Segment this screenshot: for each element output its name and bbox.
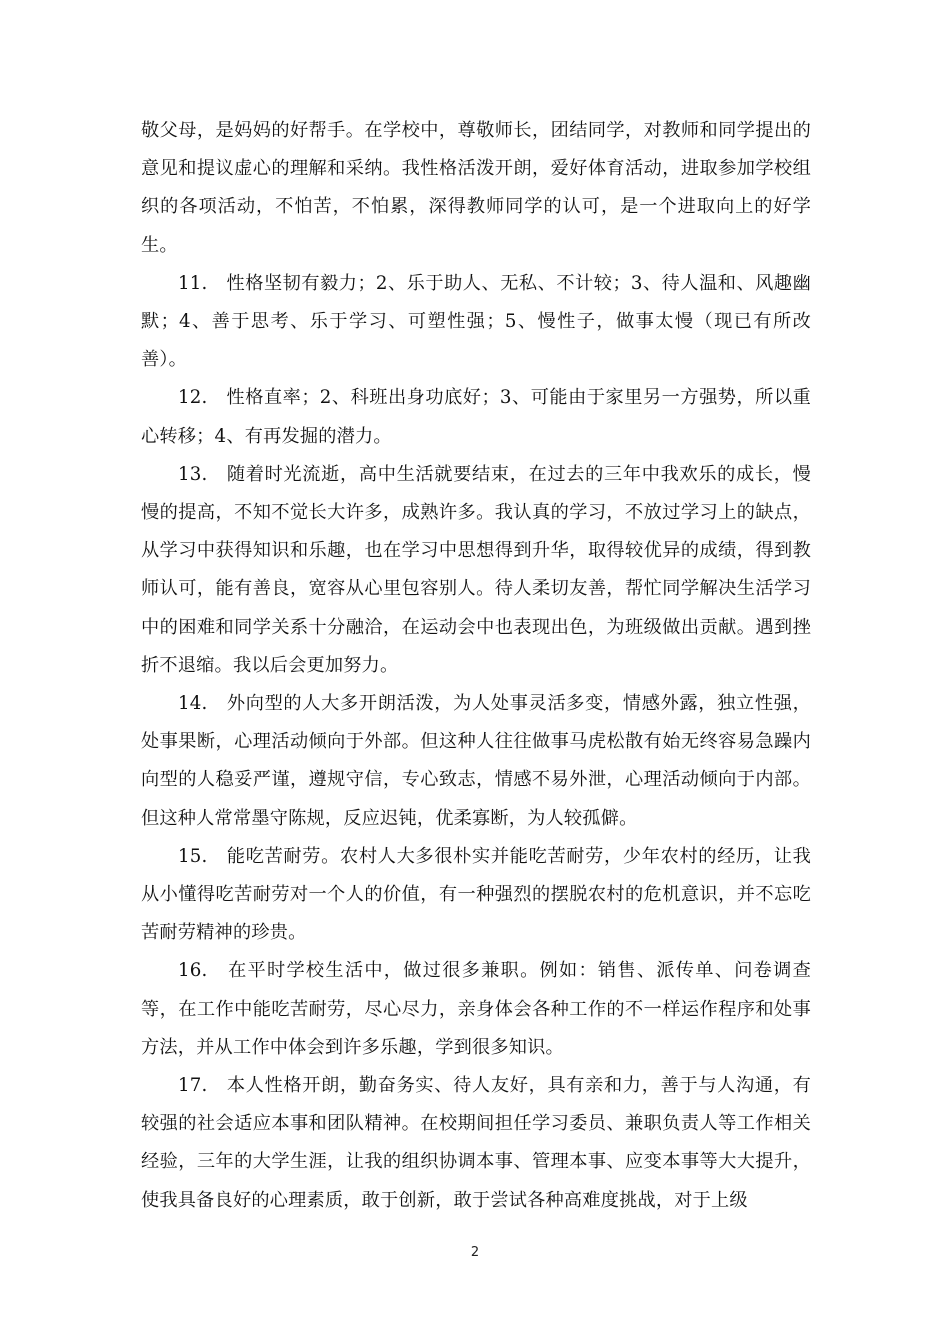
- document-body: [141, 112, 811, 1220]
- paragraph-continuation: 敬父母，是妈妈的好帮手。在学校中，尊敬师长，团结同学，对教师和同学提出的意见和提议虚心的理解和采纳。我性格活泼开朗，爱好体育活动，进取参加学校组织的各项活动，不怕苦，不怕累，深得教师同学的认可，是一个进取向上的好学生。: [141, 120, 811, 256]
- page-number: 2: [470, 1245, 480, 1260]
- paragraph-item-14: 14. 外向型的人大多开朗活泼，为人处事灵活多变，情感外露，独立性强，处事果断，心理活动倾向于外部。但这种人往往做事马虎松散有始无终容易急躁内向型的人稳妥严谨，遵规守信，专心致志，情感不易外泄，心理活动倾向于内部。但这种人常常墨守陈规，反应迟钝，优柔寡断，为人较孤僻。: [141, 693, 811, 829]
- paragraph-item-15: 15. 能吃苦耐劳。农村人大多很朴实并能吃苦耐劳，少年农村的经历，让我从小懂得吃苦耐劳对一个人的价值，有一种强烈的摆脱农村的危机意识，并不忘吃苦耐劳精神的珍贵。: [141, 845, 811, 944]
- paragraph-item-13: 13. 随着时光流逝，高中生活就要结束，在过去的三年中我欢乐的成长，慢慢的提高，不知不觉长大许多，成熟许多。我认真的学习，不放过学习上的缺点，从学习中获得知识和乐趣，也在学习中思想得到升华，取得较优异的成绩，得到教师认可，能有善良，宽容从心里包容别人。待人柔切友善，帮忙同学解决生活学习中的困难和同学关系十分融洽，在运动会中也表现出色，为班级做出贡献。遇到挫折不退缩。我以后会更加努力。: [141, 463, 811, 676]
- paragraph-item-12: 12. 性格直率；2、科班出身功底好；3、可能由于家里另一方强势，所以重心转移；4、有再发掘的潜力。: [141, 387, 811, 447]
- paragraph-item-17: 17. 本人性格开朗，勤奋务实、待人友好，具有亲和力，善于与人沟通，有较强的社会适应本事和团队精神。在校期间担任学习委员、兼职负责人等工作相关经验，三年的大学生涯，让我的组织协调本事、管理本事、应变本事等大大提升，使我具备良好的心理素质，敢于创新，敢于尝试各种高难度挑战，对于上级: [141, 1075, 811, 1211]
- paragraph-item-16: 16. 在平时学校生活中，做过很多兼职。例如：销售、派传单、问卷调查等，在工作中能吃苦耐劳，尽心尽力，亲身体会各种工作的不一样运作程序和处事方法，并从工作中体会到许多乐趣，学到很多知识。: [141, 960, 811, 1058]
- paragraph-item-11: 11. 性格坚韧有毅力；2、乐于助人、无私、不计较；3、待人温和、风趣幽默；4、善于思考、乐于学习、可塑性强；5、慢性子，做事太慢（现已有所改善）。: [141, 272, 811, 371]
